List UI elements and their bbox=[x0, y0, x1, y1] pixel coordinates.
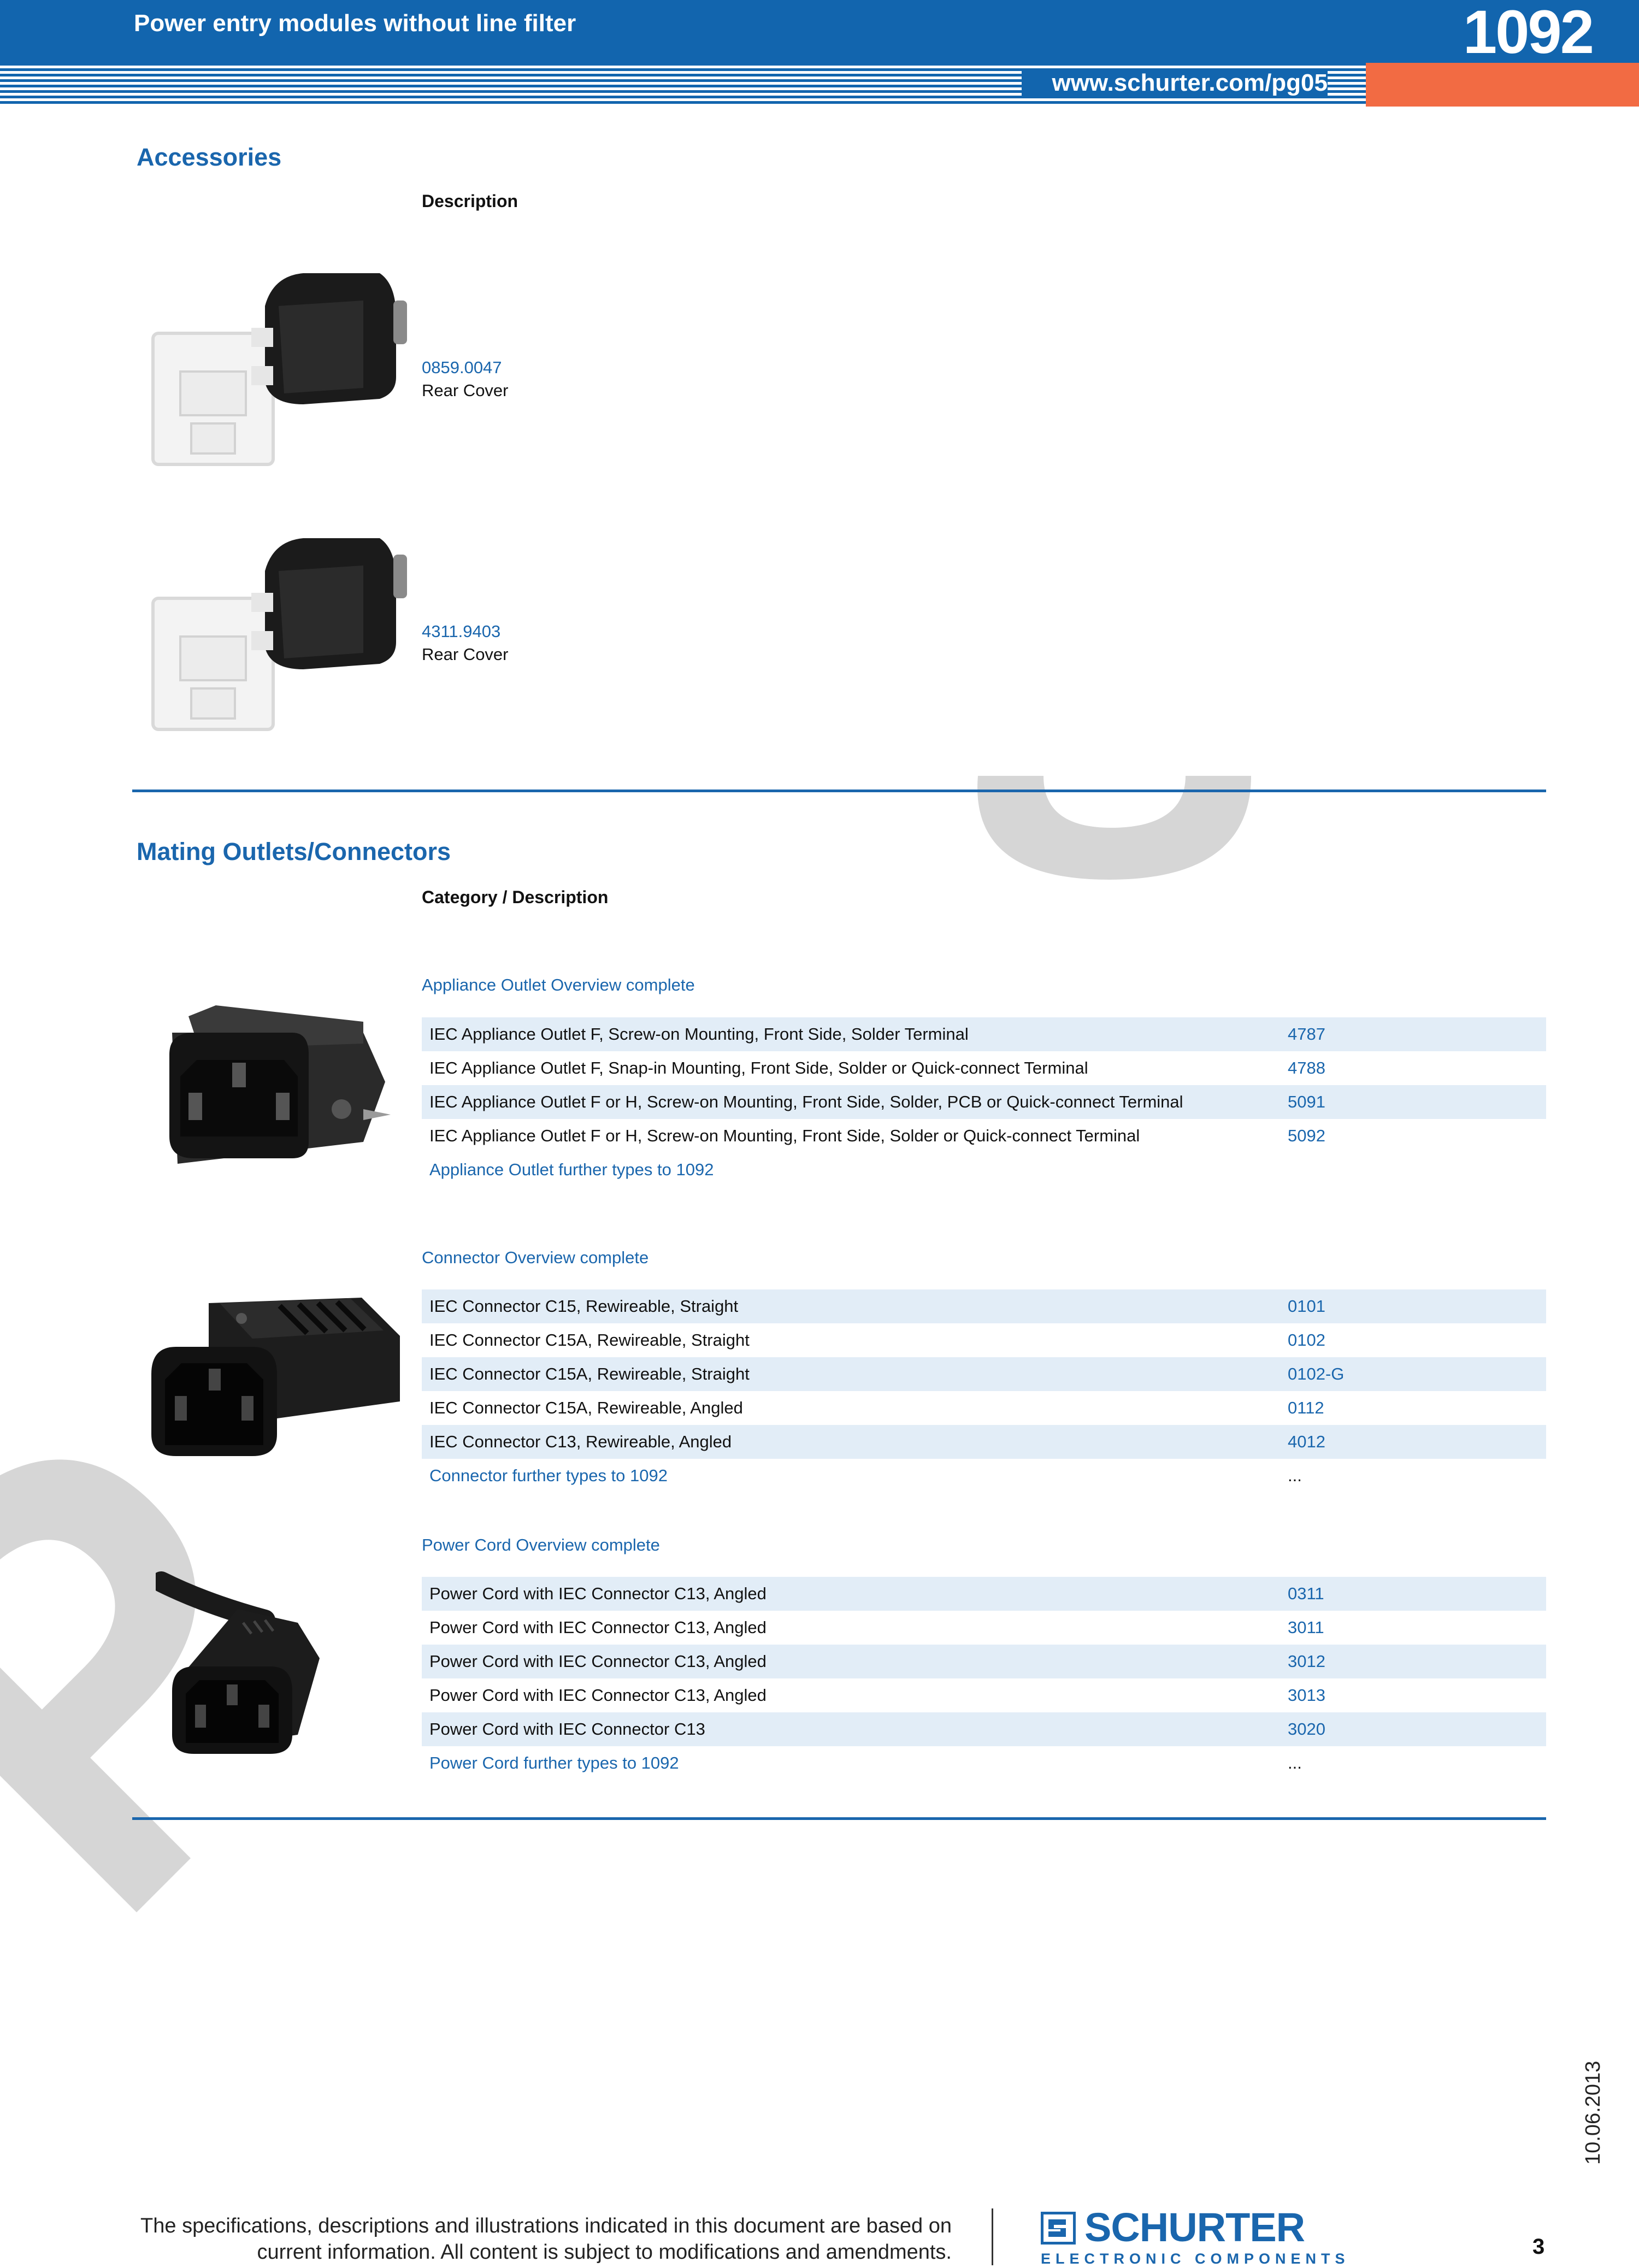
row-description: IEC Appliance Outlet F, Screw-on Mounting, Front Side, Solder Terminal bbox=[429, 1024, 969, 1044]
row-code-link[interactable]: 3020 bbox=[1288, 1719, 1325, 1739]
power-cord-image bbox=[156, 1571, 396, 1757]
row-code-link[interactable]: 4012 bbox=[1288, 1432, 1325, 1451]
row-description: IEC Connector C15, Rewireable, Straight bbox=[429, 1297, 739, 1316]
logo-brand: SCHURTER bbox=[1084, 2205, 1305, 2250]
further-types-link[interactable]: Appliance Outlet further types to 1092 bbox=[429, 1160, 714, 1179]
connector-overview-link[interactable]: Connector Overview complete bbox=[422, 1248, 649, 1267]
row-code-link[interactable]: 0112 bbox=[1288, 1398, 1324, 1417]
footer-divider bbox=[992, 2208, 993, 2265]
row-description: IEC Connector C15A, Rewireable, Angled bbox=[429, 1398, 743, 1417]
mating-heading: Mating Outlets/Connectors bbox=[137, 838, 451, 865]
power-cord-table bbox=[422, 1577, 1546, 1780]
table-row bbox=[422, 1017, 1546, 1051]
row-code-link[interactable]: 3011 bbox=[1288, 1618, 1324, 1637]
appliance-outlet-table bbox=[422, 1017, 1546, 1187]
connector-table bbox=[422, 1289, 1546, 1493]
product-url-link[interactable]: www.schurter.com/pg05 bbox=[1022, 68, 1328, 98]
logo-mark-icon bbox=[1041, 2212, 1076, 2245]
table-row bbox=[422, 1119, 1546, 1153]
row-description: Power Cord with IEC Connector C13 bbox=[429, 1719, 705, 1739]
row-code-link[interactable]: 4788 bbox=[1288, 1058, 1325, 1077]
accessory-part-number[interactable]: 4311.9403 bbox=[422, 622, 501, 641]
rear-cover-image bbox=[139, 533, 412, 751]
table-row bbox=[422, 1577, 1546, 1611]
accessory-description: Rear Cover bbox=[422, 645, 509, 664]
accessory-part-number[interactable]: 0859.0047 bbox=[422, 358, 502, 377]
table-row bbox=[422, 1085, 1546, 1119]
row-description: IEC Appliance Outlet F, Snap-in Mounting, Front Side, Solder or Quick-connect Terminal bbox=[429, 1058, 1088, 1077]
section-divider bbox=[132, 1817, 1546, 1820]
further-types-ellipsis: ... bbox=[1288, 1466, 1302, 1485]
watermark-graphic bbox=[967, 776, 1267, 885]
table-row bbox=[422, 1323, 1546, 1357]
further-types-row bbox=[422, 1153, 1546, 1187]
table-row bbox=[422, 1391, 1546, 1425]
section-divider bbox=[132, 790, 1546, 792]
further-types-link[interactable]: Power Cord further types to 1092 bbox=[429, 1753, 679, 1772]
row-description: Power Cord with IEC Connector C13, Angled bbox=[429, 1686, 767, 1705]
row-code-link[interactable]: 5091 bbox=[1288, 1092, 1325, 1111]
row-description: IEC Connector C13, Rewireable, Angled bbox=[429, 1432, 732, 1451]
disclaimer bbox=[140, 2213, 952, 2265]
document-date: 10.06.2013 bbox=[1582, 2060, 1605, 2165]
accessory-description: Rear Cover bbox=[422, 381, 509, 400]
table-row bbox=[422, 1645, 1546, 1678]
row-description: Power Cord with IEC Connector C13, Angled bbox=[429, 1652, 767, 1671]
disclaimer-line: The specifications, descriptions and illustrations indicated in this document are based on bbox=[140, 2214, 952, 2237]
table-row bbox=[422, 1425, 1546, 1459]
connector-image bbox=[143, 1287, 405, 1467]
row-description: Power Cord with IEC Connector C13, Angled bbox=[429, 1584, 767, 1603]
disclaimer-line: current information. All content is subject to modifications and amendments. bbox=[257, 2241, 952, 2264]
row-description: IEC Appliance Outlet F or H, Screw-on Mounting, Front Side, Solder, PCB or Quick-connect Terminal bbox=[429, 1092, 1183, 1111]
appliance-outlet-image bbox=[156, 1000, 396, 1175]
product-number: 1092 bbox=[1463, 0, 1593, 66]
table-row bbox=[422, 1611, 1546, 1645]
row-code-link[interactable]: 3013 bbox=[1288, 1686, 1325, 1705]
further-types-link[interactable]: Connector further types to 1092 bbox=[429, 1466, 668, 1485]
table-row bbox=[422, 1289, 1546, 1323]
accessories-heading: Accessories bbox=[137, 143, 282, 171]
rear-cover-image bbox=[139, 268, 412, 486]
further-types-ellipsis: ... bbox=[1288, 1753, 1302, 1772]
power-cord-overview-link[interactable]: Power Cord Overview complete bbox=[422, 1535, 660, 1554]
row-description: IEC Connector C15A, Rewireable, Straight bbox=[429, 1364, 750, 1383]
page-title: Power entry modules without line filter bbox=[134, 10, 576, 37]
row-description: IEC Appliance Outlet F or H, Screw-on Mounting, Front Side, Solder or Quick-connect Terminal bbox=[429, 1126, 1140, 1145]
row-code-link[interactable]: 5092 bbox=[1288, 1126, 1325, 1145]
table-row bbox=[422, 1357, 1546, 1391]
header-accent bbox=[1366, 63, 1639, 107]
row-code-link[interactable]: 4787 bbox=[1288, 1024, 1325, 1044]
row-description: Power Cord with IEC Connector C13, Angled bbox=[429, 1618, 767, 1637]
table-row bbox=[422, 1678, 1546, 1712]
further-types-row bbox=[422, 1746, 1546, 1780]
table-row bbox=[422, 1051, 1546, 1085]
page-number: 3 bbox=[1532, 2235, 1545, 2259]
appliance-outlet-overview-link[interactable]: Appliance Outlet Overview complete bbox=[422, 975, 695, 994]
logo-tagline: ELECTRONIC COMPONENTS bbox=[1041, 2251, 1350, 2267]
accessories-column-header: Description bbox=[422, 191, 518, 211]
row-code-link[interactable]: 0311 bbox=[1288, 1584, 1324, 1603]
row-code-link[interactable]: 3012 bbox=[1288, 1652, 1325, 1671]
further-types-row bbox=[422, 1459, 1546, 1493]
row-code-link[interactable]: 0102 bbox=[1288, 1330, 1325, 1350]
row-code-link[interactable]: 0102-G bbox=[1288, 1364, 1345, 1383]
row-description: IEC Connector C15A, Rewireable, Straight bbox=[429, 1330, 750, 1350]
schurter-logo bbox=[1041, 2205, 1350, 2267]
table-row bbox=[422, 1712, 1546, 1746]
row-code-link[interactable]: 0101 bbox=[1288, 1297, 1325, 1316]
mating-column-header: Category / Description bbox=[422, 887, 609, 907]
